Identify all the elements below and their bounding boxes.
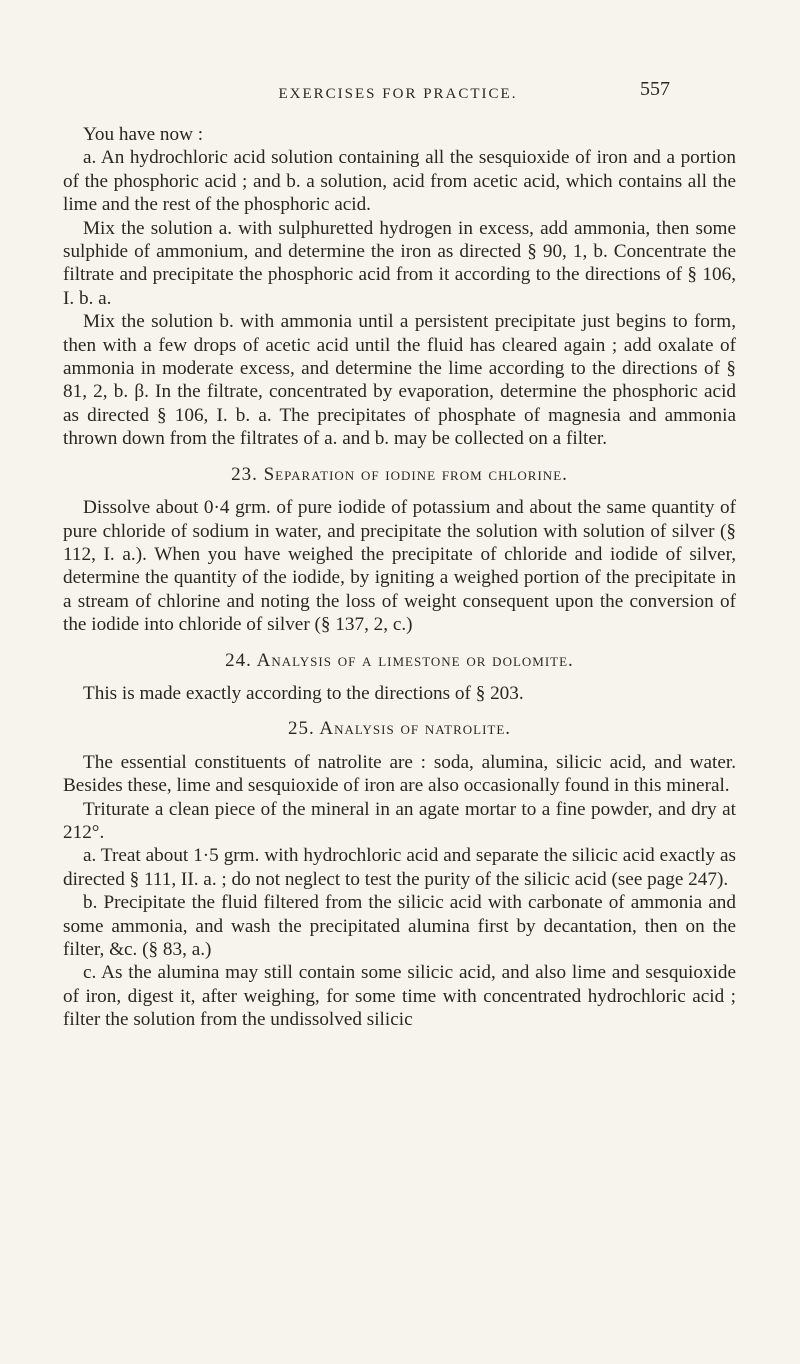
paragraph: This is made exactly according to the directions of § 203. (83, 682, 524, 704)
paragraph: c. As the alumina may still contain some silicic acid, and also lime and sesquioxide of iron, digest it, after weighing, for some time with concentrated hydrochloric acid ; filter the solution from the undissolved silicic (63, 962, 736, 1031)
paragraph: a. Treat about 1·5 grm. with hydrochloric acid and separate the silicic acid exactly as directed § 111, II. a. ; do not neglect to test the purity of the silicic acid (see page 247). (63, 845, 736, 890)
paragraph: b. Precipitate the fluid filtered from the silicic acid with carbonate of ammonia and some ammonia, and wash the precipitated alumina first by decantation, then on the filter, &c. (§ 83, a.) (63, 892, 736, 960)
paragraph: a. An hydrochloric acid solution containing all the sesquioxide of iron and a portion of the phosphoric acid ; and b. a solution, acid from acetic acid, which contains all the lime and the rest of the phosphoric acid. (63, 147, 736, 216)
page-number: 557 (640, 78, 670, 100)
running-title: EXERCISES FOR PRACTICE. (278, 86, 518, 102)
section-heading-23: 23. Separation of iodine from chlorine. (231, 463, 568, 485)
paragraph: Mix the solution a. with sulphuretted hydrogen in excess, add ammonia, then some sulphide of ammonium, and determine the iron as directed § 90, 1, b. Concentrate the filtrate and precipitate the phosphoric acid from it according to the directions of § 106, I. b. a. (63, 217, 736, 309)
section-heading-25: 25. Analysis of natrolite. (287, 718, 512, 740)
paragraph: Mix the solution b. with ammonia until a persistent precipitate just begins to form, then with a few drops of acetic acid until the fluid has cleared again ; add oxalate of ammonia in moderate excess, and determine the lime according to the directions of § 81, 2, b. β. In the filtrate, concentrated by evaporation, determine the phosphoric acid as directed § 106, I. b. a. The precipitates of phosphate of magnesia and ammonia thrown down from the filtrates of a. and b. may be collected on a filter. (63, 311, 736, 450)
page-body (63, 123, 736, 1032)
paragraph: Dissolve about 0·4 grm. of pure iodide of potassium and about the same quantity of pure chloride of sodium in water, and precipitate the solution with solution of silver (§ 112, I. a.). When you have weighed the precipitate of chloride and iodide of silver, determine the quantity of the iodide, by igniting a weighed portion of the precipitate in a stream of chlorine and noting the loss of weight consequent upon the conversion of the iodide into chloride of silver (§ 137, 2, c.) (63, 497, 736, 636)
paragraph: Triturate a clean piece of the mineral in an agate mortar to a fine powder, and dry at 212°. (63, 798, 736, 843)
paragraph: The essential constituents of natrolite are : soda, alumina, silicic acid, and water. Besides these, lime and sesquioxide of iron are also occasionally found in this mineral. (63, 751, 736, 797)
paragraph: You have now : (83, 124, 204, 145)
section-heading-24: 24. Analysis of a limestone or dolomite. (225, 649, 574, 671)
